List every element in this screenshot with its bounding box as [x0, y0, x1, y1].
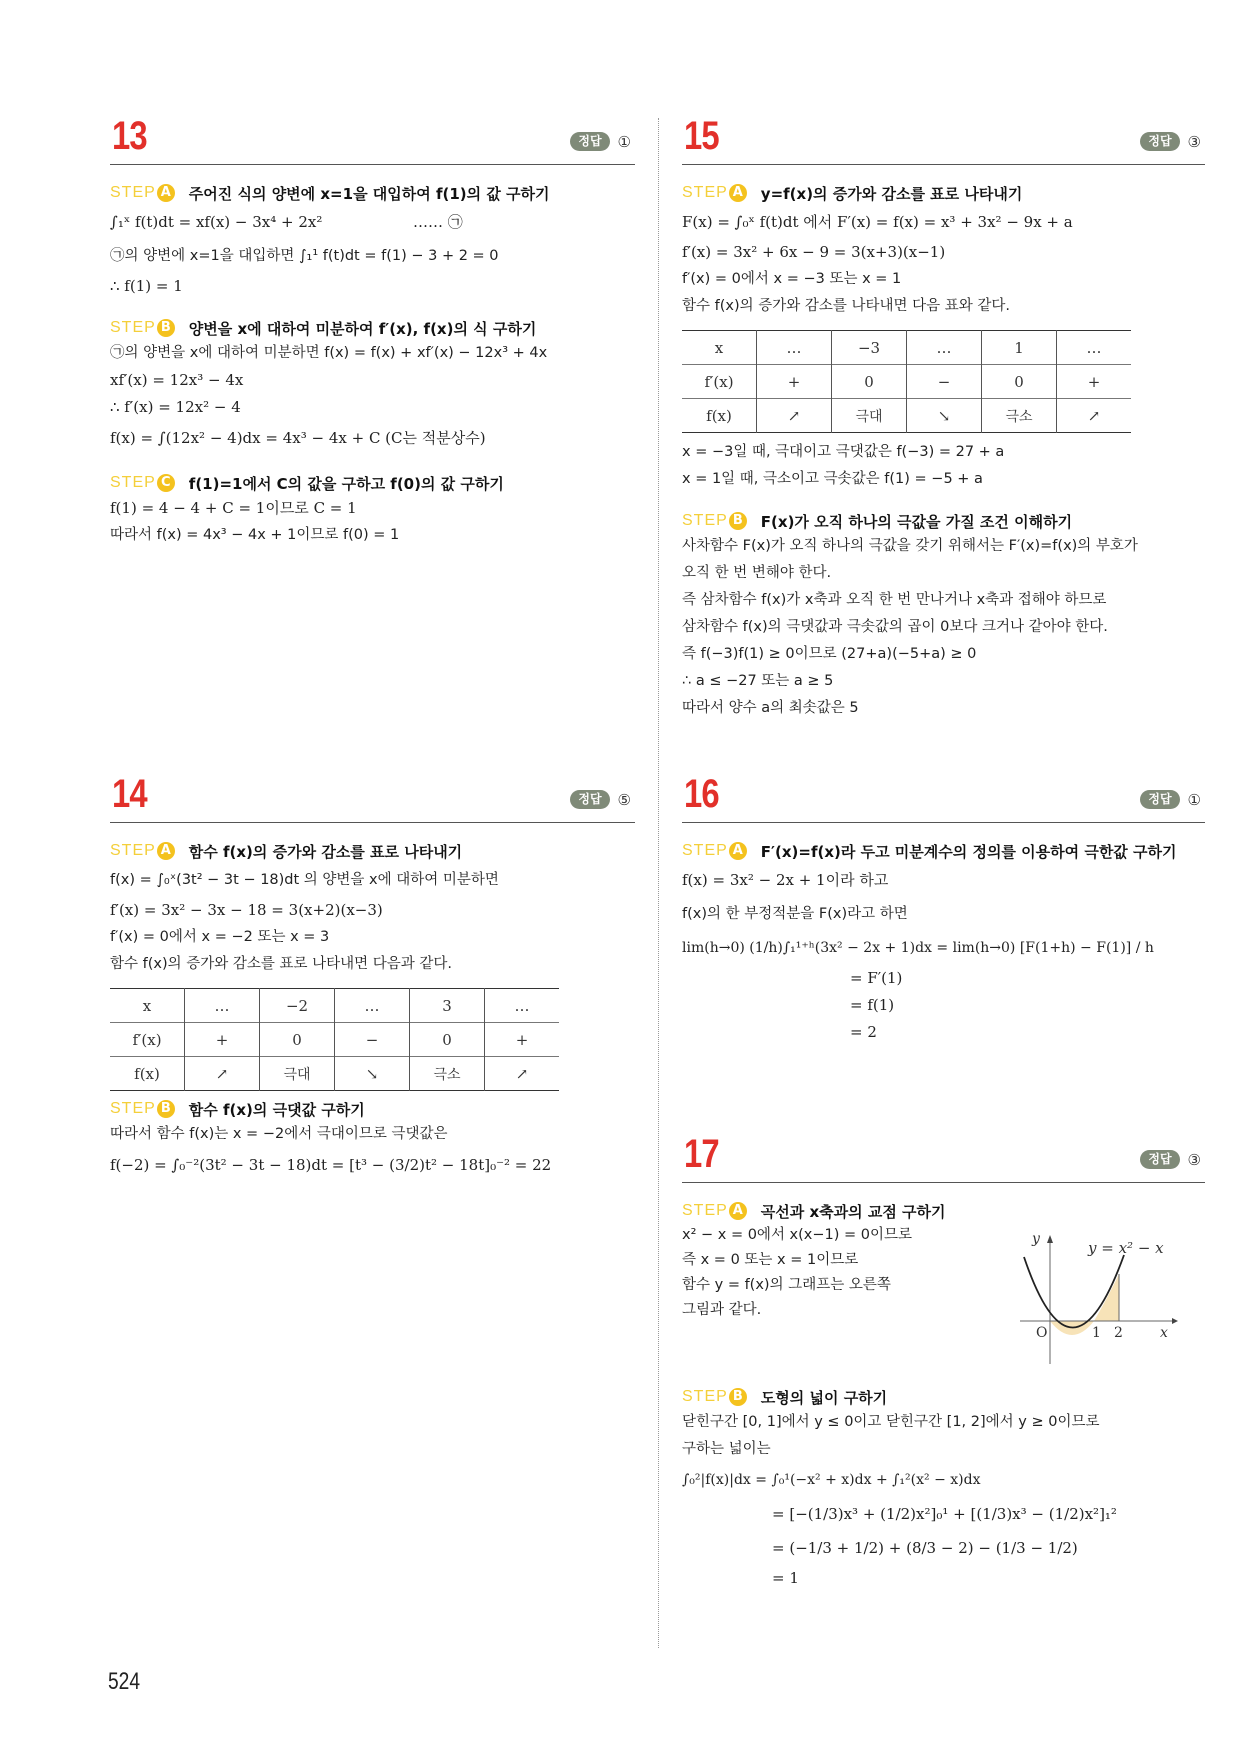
step-heading — [110, 1097, 635, 1121]
step-label: STEP — [110, 474, 156, 491]
math-line: f(x) = ∫(12x² − 4)dx = 4x³ − 4x + C (C는 적분상수) — [110, 429, 486, 447]
variation-table — [110, 988, 559, 1091]
math-line: f′(x) = 0에서 x = −2 또는 x = 3 — [110, 929, 330, 945]
problem-number: 15 — [684, 114, 719, 158]
math-line: ∴ f′(x) = 12x² − 4 — [110, 398, 241, 416]
table-cell: f′(x) — [132, 1030, 162, 1049]
problem-number: 13 — [112, 114, 147, 158]
svg-text:y: y — [1032, 1231, 1040, 1247]
math-line: ∫₁ˣ f(t)dt = xf(x) − 3x⁴ + 2x² …… ㉠ — [110, 213, 463, 231]
step-a-block — [682, 1199, 1205, 1369]
step-letter-icon: A — [729, 842, 747, 860]
text-line: 오직 한 번 변해야 한다. — [682, 565, 832, 581]
step-title: F(x)가 오직 하나의 극값을 가질 조건 이해하기 — [760, 512, 1073, 531]
step-label: STEP — [110, 184, 156, 201]
math-line: = 1 — [772, 1569, 799, 1587]
parabola-graph — [1012, 1229, 1182, 1369]
answer — [570, 790, 631, 809]
decreasing-arrow-icon: ↘ — [335, 1057, 410, 1091]
step-heading — [110, 839, 635, 863]
step-label: STEP — [110, 842, 156, 859]
math-line: 즉 f(−3)f(1) ≥ 0이므로 (27+a)(−5+a) ≥ 0 — [682, 646, 977, 662]
step-letter-icon: A — [729, 1202, 747, 1220]
table-cell: … — [485, 989, 560, 1023]
math-line: x = −3일 때, 극대이고 극댓값은 f(−3) = 27 + a — [682, 444, 1005, 460]
step-title: 양변을 x에 대하여 미분하여 f′(x), f(x)의 식 구하기 — [188, 319, 537, 338]
answer — [570, 132, 631, 151]
step-title: 주어진 식의 양변에 x=1을 대입하여 f(1)의 값 구하기 — [188, 184, 550, 203]
problem-16 — [682, 772, 1205, 1046]
math-line: 따라서 함수 f(x)는 x = −2에서 극대이므로 극댓값은 — [110, 1126, 448, 1142]
math-line: = f(1) — [850, 996, 895, 1014]
step-title: y=f(x)의 증가와 감소를 표로 나타내기 — [760, 184, 1023, 203]
answer-value: ① — [1187, 790, 1201, 809]
increasing-arrow-icon: ↗ — [757, 399, 832, 433]
decreasing-arrow-icon: ↘ — [907, 399, 982, 433]
increasing-arrow-icon: ↗ — [1057, 399, 1132, 433]
step-label: STEP — [682, 1388, 728, 1405]
text-line: 삼차함수 f(x)의 극댓값과 극솟값의 곱이 0보다 크거나 같아야 한다. — [682, 619, 1108, 635]
variation-table — [682, 330, 1131, 433]
table-cell: f′(x) — [704, 372, 734, 391]
step-title: 함수 f(x)의 극댓값 구하기 — [188, 1100, 365, 1119]
step-title: F′(x)=f(x)라 두고 미분계수의 정의를 이용하여 극한값 구하기 — [760, 842, 1177, 861]
step-heading — [110, 181, 635, 205]
math-line: 함수 f(x)의 증가와 감소를 나타내면 다음 표와 같다. — [682, 298, 1011, 314]
table-cell: 0 — [410, 1023, 485, 1057]
math-line: f(−2) = ∫₀⁻²(3t² − 3t − 18)dt = [t³ − (3/2)t² − 18t]₀⁻² = 22 — [110, 1156, 552, 1174]
step-heading — [110, 471, 635, 495]
table-cell: 0 — [832, 365, 907, 399]
math-line: f(1) = 4 − 4 + C = 1이므로 C = 1 — [110, 499, 357, 517]
problem-number: 16 — [684, 772, 719, 816]
table-cell: 3 — [410, 989, 485, 1023]
answer-value: ① — [617, 132, 631, 151]
column-divider — [658, 118, 659, 1648]
math-line: f(x) = 3x² − 2x + 1이라 하고 — [682, 871, 889, 889]
increasing-arrow-icon: ↗ — [485, 1057, 560, 1091]
step-letter-icon: A — [157, 184, 175, 202]
table-cell: x — [714, 338, 724, 357]
text-line: 함수 y = f(x)의 그래프는 오른쪽 — [682, 1277, 891, 1293]
math-line: ㉠의 양변에 x=1을 대입하면 ∫₁¹ f(t)dt = f(1) − 3 + 2 = 0 — [110, 248, 499, 264]
step-heading — [682, 1385, 1205, 1409]
step-label: STEP — [682, 512, 728, 529]
answer — [1140, 132, 1201, 151]
table-cell: −3 — [832, 331, 907, 365]
table-row — [682, 331, 1131, 365]
math-line: f′(x) = 3x² − 3x − 18 = 3(x+2)(x−3) — [110, 901, 383, 919]
math-line: 즉 x = 0 또는 x = 1이므로 — [682, 1252, 859, 1268]
text-line: 구하는 넓이는 — [682, 1441, 771, 1457]
step-label: STEP — [682, 842, 728, 859]
math-line: x² − x = 0에서 x(x−1) = 0이므로 — [682, 1227, 913, 1243]
table-cell: + — [1057, 365, 1132, 399]
problem-header — [110, 772, 635, 823]
table-row — [110, 1023, 559, 1057]
table-cell: … — [335, 989, 410, 1023]
answer — [1140, 1150, 1201, 1169]
math-line: = [−(1/3)x³ + (1/2)x²]₀¹ + [(1/3)x³ − (1/2)x²]₁² — [772, 1505, 1117, 1523]
problem-number: 17 — [684, 1132, 719, 1176]
math-line: = 2 — [850, 1023, 877, 1041]
table-cell: −2 — [260, 989, 335, 1023]
answer-value: ③ — [1187, 1150, 1201, 1169]
table-cell: + — [485, 1023, 560, 1057]
answer-badge: 정답 — [570, 132, 609, 151]
answer-value: ⑤ — [617, 790, 631, 809]
problem-header — [682, 1132, 1205, 1183]
table-cell: − — [335, 1023, 410, 1057]
math-line: lim(h→0) (1/h)∫₁¹⁺ʰ(3x² − 2x + 1)dx = lim(h→0) [F(1+h) − F(1)] / h — [682, 940, 1154, 956]
table-cell: 극대 — [832, 399, 907, 433]
problem-header — [682, 772, 1205, 823]
answer-badge: 정답 — [1140, 1150, 1179, 1169]
table-cell: − — [907, 365, 982, 399]
step-label: STEP — [110, 319, 156, 336]
table-row — [682, 365, 1131, 399]
answer — [1140, 790, 1201, 809]
step-letter-icon: C — [157, 474, 175, 492]
math-line: f(x) = ∫₀ˣ(3t² − 3t − 18)dt 의 양변을 x에 대하여 미분하면 — [110, 872, 499, 888]
math-line: x = 1일 때, 극소이고 극솟값은 f(1) = −5 + a — [682, 471, 983, 487]
problem-15 — [682, 114, 1205, 722]
table-cell: 0 — [982, 365, 1057, 399]
math-line: xf′(x) = 12x³ − 4x — [110, 371, 244, 389]
table-cell: x — [142, 996, 152, 1015]
answer-badge: 정답 — [1140, 790, 1179, 809]
step-title: 함수 f(x)의 증가와 감소를 표로 나타내기 — [188, 842, 463, 861]
math-line: ∫₀²|f(x)|dx = ∫₀¹(−x² + x)dx + ∫₁²(x² − x)dx — [682, 1472, 981, 1488]
table-cell: … — [185, 989, 260, 1023]
step-title: f(1)=1에서 C의 값을 구하고 f(0)의 값 구하기 — [188, 474, 504, 493]
table-cell: 극소 — [410, 1057, 485, 1091]
step-letter-icon: A — [157, 842, 175, 860]
svg-text:y = x² − x: y = x² − x — [1088, 1239, 1164, 1257]
table-cell: … — [757, 331, 832, 365]
step-letter-icon: B — [157, 1100, 175, 1118]
math-line: ∴ f(1) = 1 — [110, 277, 183, 295]
problem-number: 14 — [112, 772, 147, 816]
table-cell: … — [1057, 331, 1132, 365]
step-letter-icon: B — [157, 319, 175, 337]
table-cell: … — [907, 331, 982, 365]
table-cell: + — [185, 1023, 260, 1057]
step-letter-icon: A — [729, 184, 747, 202]
step-label: STEP — [682, 184, 728, 201]
table-cell: + — [757, 365, 832, 399]
svg-text:x: x — [1160, 1325, 1168, 1341]
problem-17 — [682, 1132, 1205, 1592]
step-title: 도형의 넓이 구하기 — [760, 1388, 888, 1407]
table-row — [682, 399, 1131, 433]
step-letter-icon: B — [729, 1388, 747, 1406]
step-heading — [682, 509, 1205, 533]
page-number: 524 — [108, 1668, 141, 1695]
table-row — [110, 989, 559, 1023]
step-heading — [110, 316, 635, 340]
answer-value: ③ — [1187, 132, 1201, 151]
math-line: 따라서 f(x) = 4x³ − 4x + 1이므로 f(0) = 1 — [110, 527, 400, 543]
math-line: = (−1/3 + 1/2) + (8/3 − 2) − (1/3 − 1/2) — [772, 1539, 1078, 1557]
table-cell: 0 — [260, 1023, 335, 1057]
math-line: f(x)의 한 부정적분을 F(x)라고 하면 — [682, 906, 908, 922]
math-line: f′(x) = 3x² + 6x − 9 = 3(x+3)(x−1) — [682, 243, 946, 261]
step-title: 곡선과 x축과의 교점 구하기 — [760, 1202, 946, 1221]
answer-badge: 정답 — [1140, 132, 1179, 151]
math-line: ∴ a ≤ −27 또는 a ≥ 5 — [682, 673, 834, 689]
math-line: = F′(1) — [850, 969, 903, 987]
svg-text:O: O — [1036, 1325, 1048, 1341]
step-label: STEP — [682, 1202, 728, 1219]
step-heading — [682, 839, 1205, 863]
svg-text:2: 2 — [1114, 1325, 1123, 1341]
increasing-arrow-icon: ↗ — [185, 1057, 260, 1091]
step-heading — [682, 181, 1205, 205]
svg-text:1: 1 — [1092, 1325, 1101, 1341]
table-cell: f(x) — [134, 1064, 160, 1083]
math-line: f′(x) = 0에서 x = −3 또는 x = 1 — [682, 271, 902, 287]
problem-13 — [110, 114, 635, 549]
table-cell: 극소 — [982, 399, 1057, 433]
math-line: ㉠의 양변을 x에 대하여 미분하면 f(x) = f(x) + xf′(x) − 12x³ + 4x — [110, 345, 548, 361]
table-cell: f(x) — [706, 406, 732, 425]
table-row — [110, 1057, 559, 1091]
math-line: 함수 f(x)의 증가와 감소를 표로 나타내면 다음과 같다. — [110, 956, 453, 972]
answer-badge: 정답 — [570, 790, 609, 809]
math-line: 닫힌구간 [0, 1]에서 y ≤ 0이고 닫힌구간 [1, 2]에서 y ≥ 0이므로 — [682, 1414, 1100, 1430]
problem-14 — [110, 772, 635, 1182]
math-line: F(x) = ∫₀ˣ f(t)dt 에서 F′(x) = f(x) = x³ + 3x² − 9x + a — [682, 213, 1073, 231]
step-label: STEP — [110, 1100, 156, 1117]
text-line: 따라서 양수 a의 최솟값은 5 — [682, 700, 859, 716]
step-letter-icon: B — [729, 512, 747, 530]
table-cell: 극대 — [260, 1057, 335, 1091]
problem-header — [110, 114, 635, 165]
problem-header — [682, 114, 1205, 165]
text-line: 사차함수 F(x)가 오직 하나의 극값을 갖기 위해서는 F′(x)=f(x)의 부호가 — [682, 538, 1138, 554]
table-cell: 1 — [982, 331, 1057, 365]
text-line: 즉 삼차함수 f(x)가 x축과 오직 한 번 만나거나 x축과 접해야 하므로 — [682, 592, 1107, 608]
text-line: 그림과 같다. — [682, 1302, 762, 1318]
step-heading — [682, 1199, 1205, 1223]
